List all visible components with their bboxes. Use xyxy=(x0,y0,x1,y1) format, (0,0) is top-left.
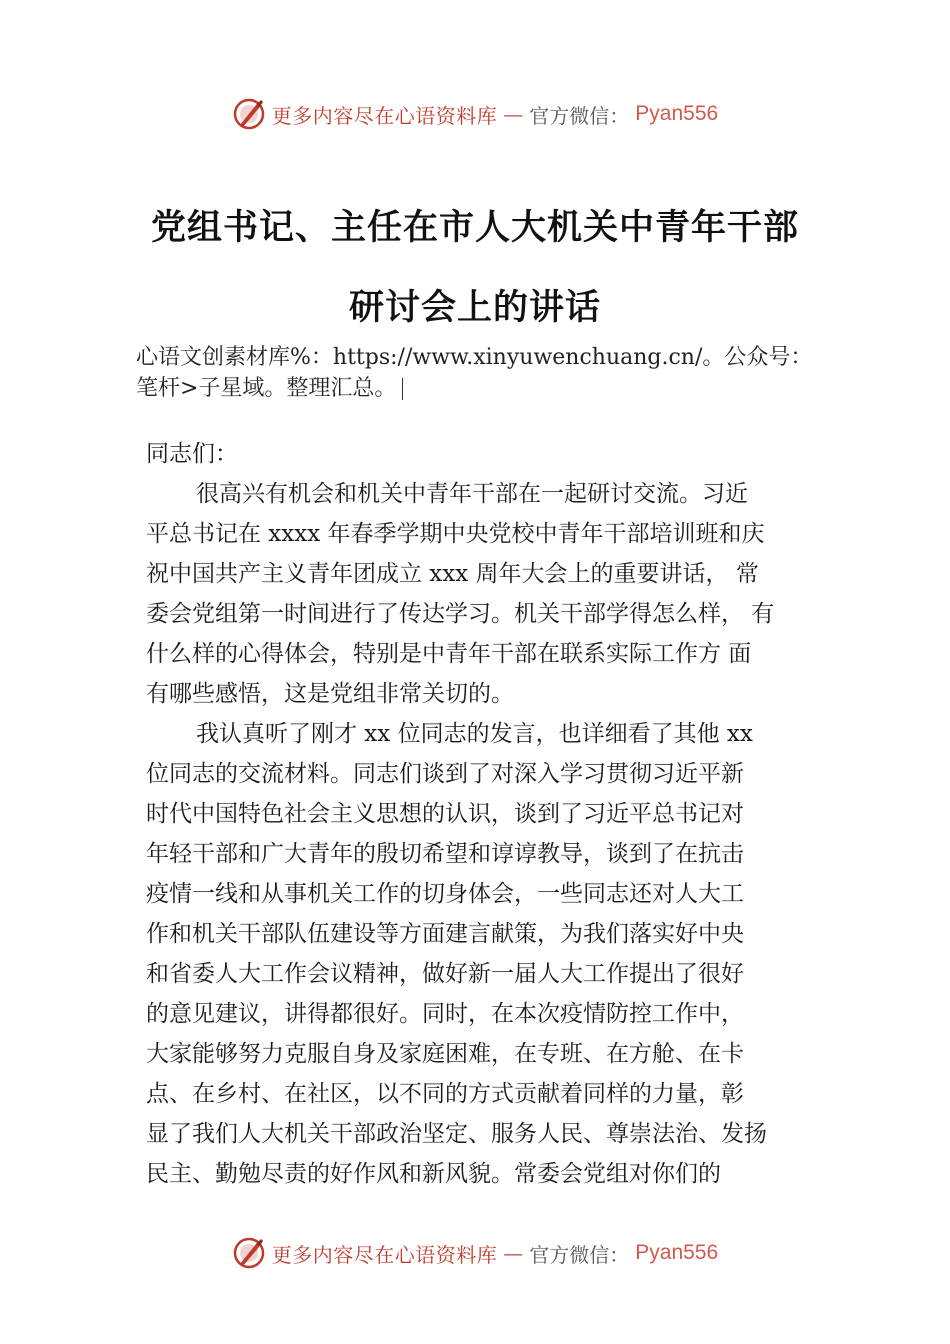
document-body xyxy=(146,434,836,1194)
banner-wechat-id: Pyan556 xyxy=(635,102,719,125)
paragraph-2-line: 我认真听了刚才 xx 位同志的发言，也详细看了其他 xx xyxy=(196,721,753,747)
source-note-line-2-text: 笔杆>子星域。整理汇总。 xyxy=(136,376,397,401)
banner-separator: — xyxy=(503,102,524,126)
paragraph-2-line: 点、在乡村、在社区，以不同的方式贡献着同样的力量，彰 xyxy=(146,1081,744,1107)
banner-brand-text: 更多内容尽在心语资料库 xyxy=(271,103,498,128)
paragraph-1-line: 委会党组第一时间进行了传达学习。机关干部学得怎么样， 有 xyxy=(146,601,775,627)
paragraph-2-line: 年轻干部和广大青年的殷切希望和谆谆教导，谈到了在抗击 xyxy=(146,841,744,867)
document-title-line-1: 党组书记、主任在市人大机关中青年干部 xyxy=(150,208,799,248)
paragraph-2-line: 时代中国特色社会主义思想的认识，谈到了习近平总书记对 xyxy=(146,801,744,827)
quill-pen-icon xyxy=(232,1236,266,1270)
paragraph-1-line: 什么样的心得体会，特别是中青年干部在联系实际工作方 面 xyxy=(146,641,752,667)
paragraph-1-line: 祝中国共产主义青年团成立 xxx 周年大会上的重要讲话， 常 xyxy=(146,561,759,587)
quill-pen-icon xyxy=(232,97,266,131)
paragraph-2-line: 显了我们人大机关干部政治坚定、服务人民、尊崇法治、发扬 xyxy=(146,1121,767,1147)
paragraph-2-line: 疫情一线和从事机关工作的切身体会，一些同志还对人大工 xyxy=(146,881,744,907)
header-banner xyxy=(0,94,950,134)
paragraph-1-line: 很高兴有机会和机关中青年干部在一起研讨交流。习近 xyxy=(196,481,748,507)
source-note-line-1: 心语文创素材库%：https://www.xinyuwenchuang.cn/。公众号： xyxy=(136,345,813,370)
paragraph-2-line: 位同志的交流材料。同志们谈到了对深入学习贯彻习近平新 xyxy=(146,761,744,787)
paragraph-2-line: 和省委人大工作会议精神，做好新一届人大工作提出了很好 xyxy=(146,961,744,987)
document-title-line-2: 研讨会上的讲话 xyxy=(348,288,601,328)
text-cursor xyxy=(402,378,403,400)
banner-brand-text: 更多内容尽在心语资料库 xyxy=(271,1242,498,1267)
banner-wechat-label: 官方微信： xyxy=(529,1242,630,1267)
salutation: 同志们： xyxy=(146,441,238,467)
banner-wechat-label: 官方微信： xyxy=(529,103,630,128)
source-note xyxy=(136,342,866,404)
banner-separator: — xyxy=(503,1241,524,1265)
paragraph-2-line: 的意见建议，讲得都很好。同时，在本次疫情防控工作中， xyxy=(146,1001,744,1027)
paragraph-2-line: 民主、勤勉尽责的好作风和新风貌。常委会党组对你们的 xyxy=(146,1161,721,1187)
paragraph-1-line: 有哪些感悟，这是党组非常关切的。 xyxy=(146,681,514,707)
paragraph-1-line: 平总书记在 xxxx 年春季学期中央党校中青年干部培训班和庆 xyxy=(146,521,765,547)
source-note-line-2 xyxy=(136,373,866,404)
footer-banner xyxy=(0,1233,950,1273)
paragraph-2-line: 作和机关干部队伍建设等方面建言献策，为我们落实好中央 xyxy=(146,921,744,947)
paragraph-2-line: 大家能够努力克服自身及家庭困难，在专班、在方舱、在卡 xyxy=(146,1041,744,1067)
banner-wechat-id: Pyan556 xyxy=(635,1241,719,1264)
